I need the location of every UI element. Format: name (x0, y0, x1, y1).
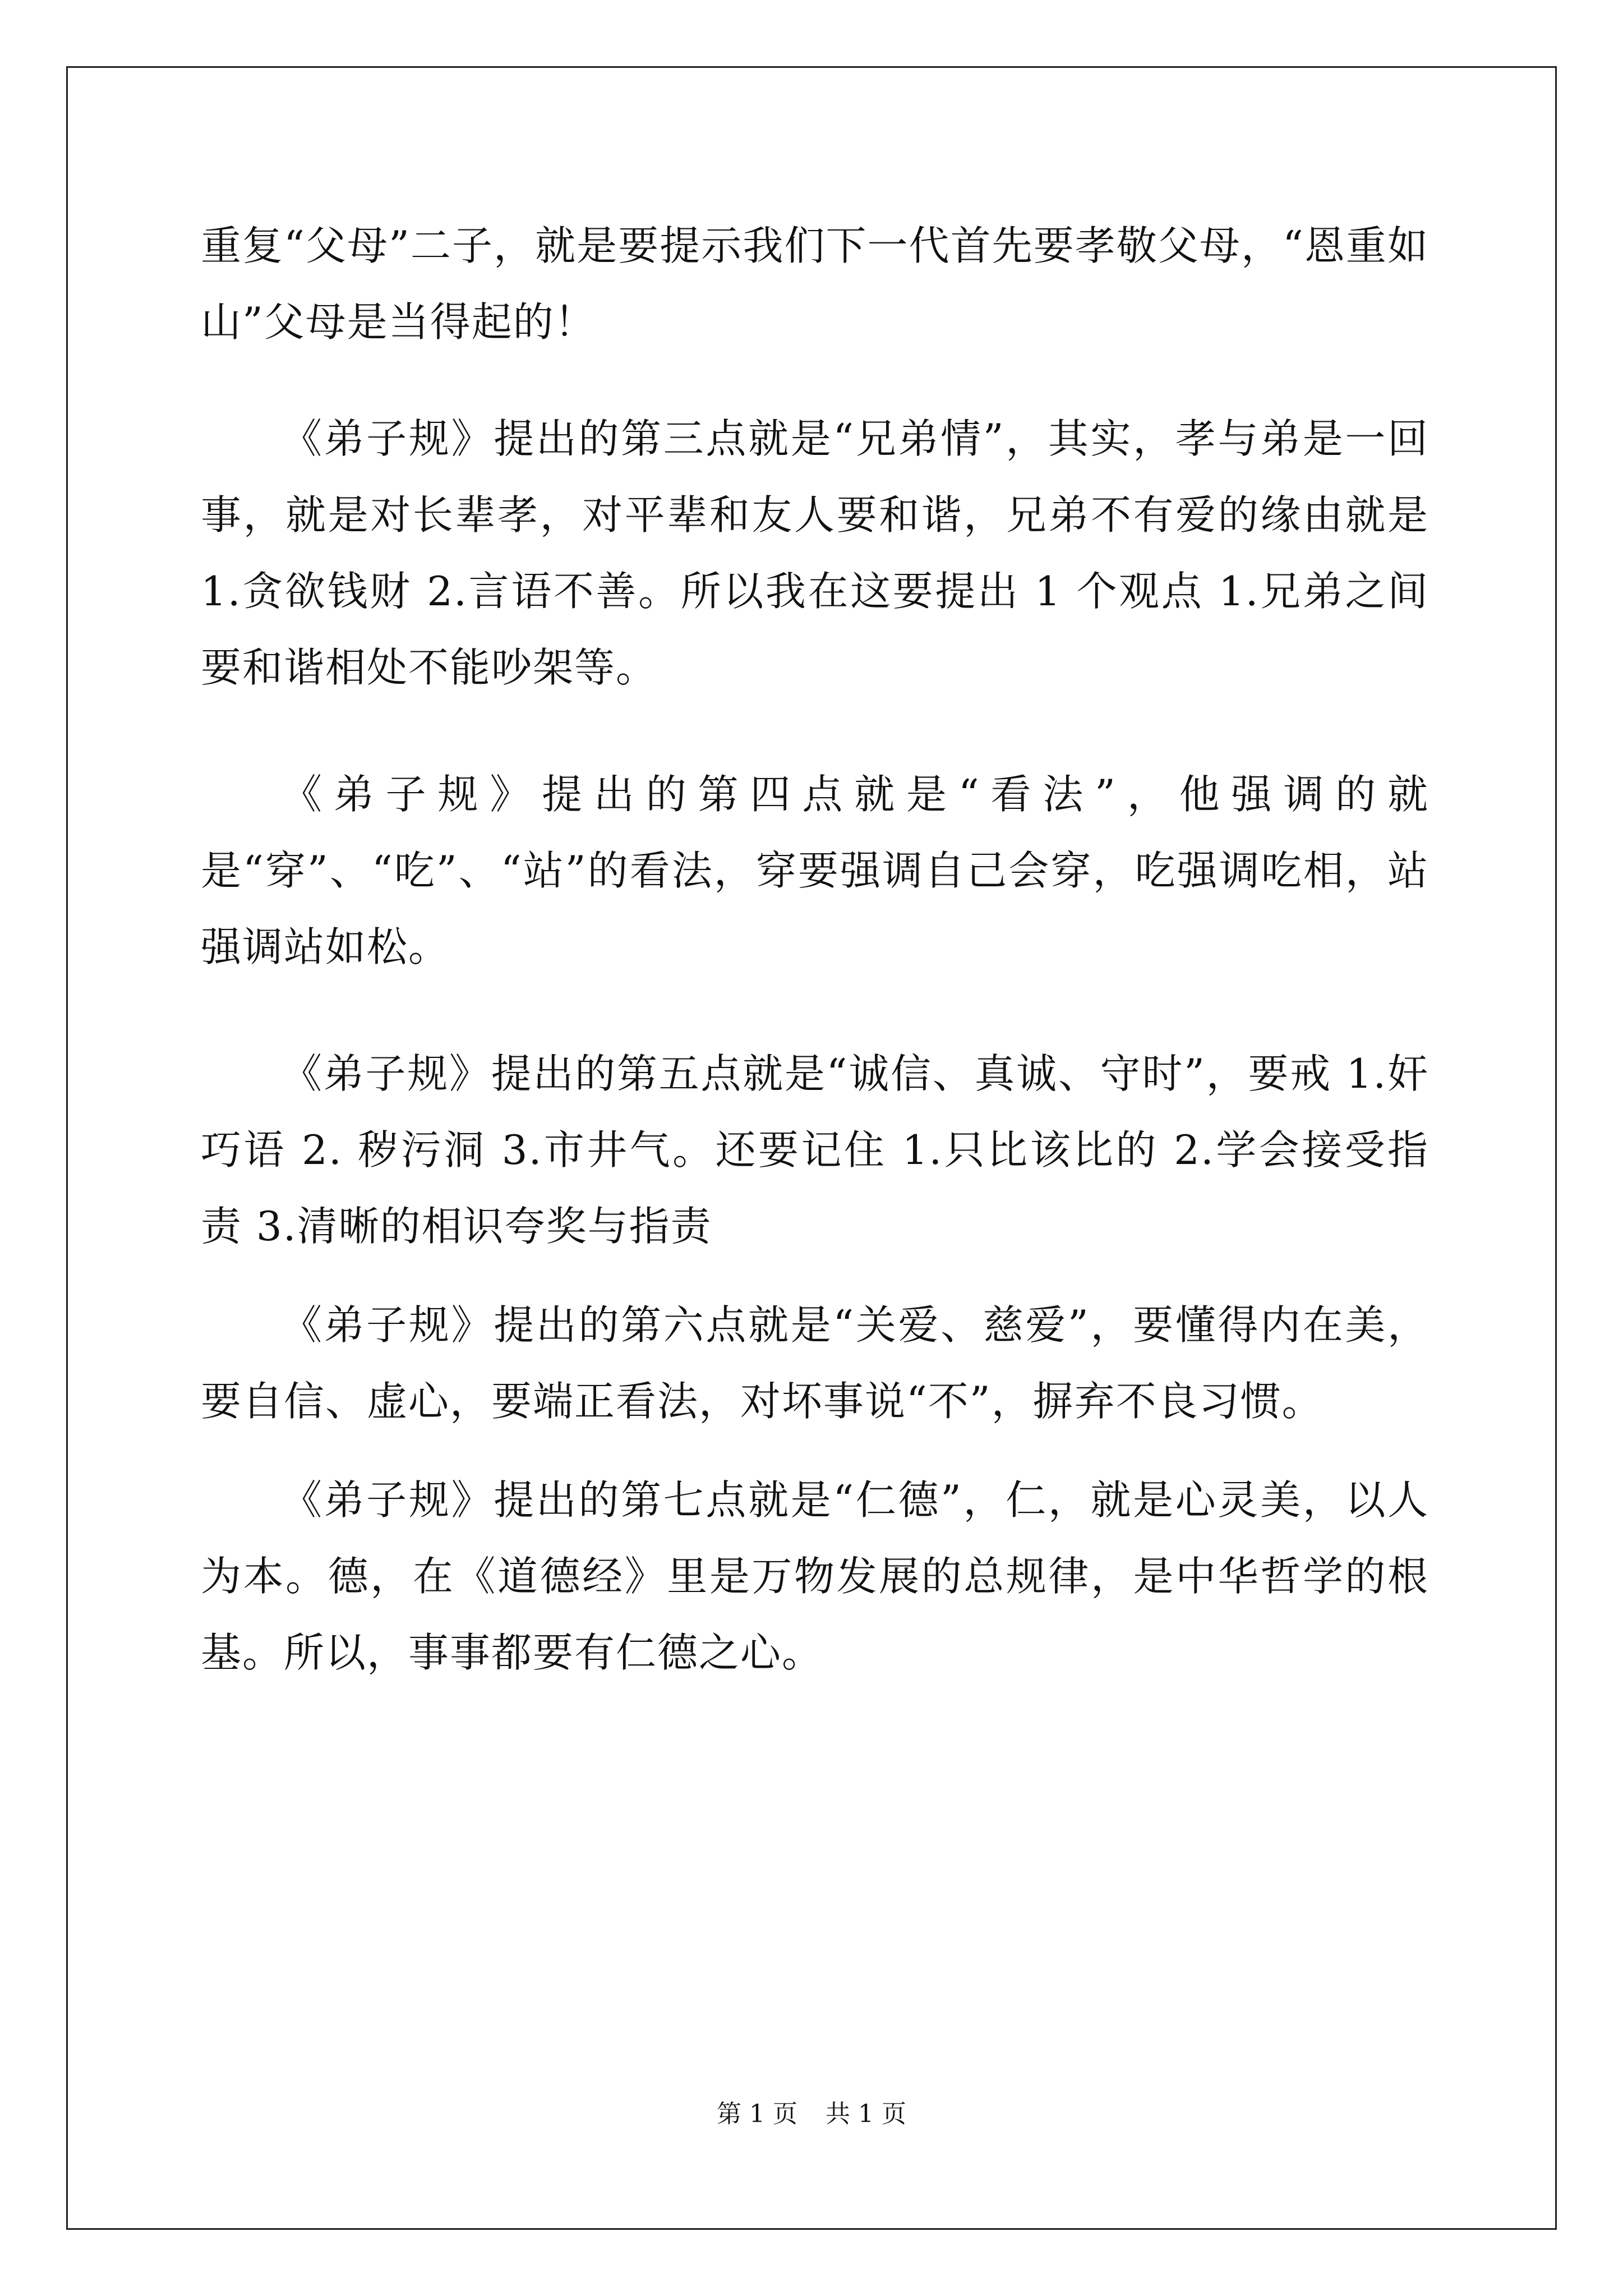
paragraph-6: 《弟子规》提出的第七点就是“仁德”，仁，就是心灵美，以人为本。德，在《道德经》里是万物发展的总规律，是中华哲学的根基。所以，事事都要有仁德之心。 (201, 1476, 1429, 1676)
paragraph-4: 《弟子规》提出的第五点就是“诚信、真诚、守时”，要戒 1.奸巧语 2. 秽污洞 3.市井气。还要记住 1.只比该比的 2.学会接受指责 3.清晰的相识夸奖与指责 (201, 1050, 1429, 1250)
paragraph-1: 重复“父母”二子，就是要提示我们下一代首先要孝敬父母，“恩重如山”父母是当得起的！ (201, 222, 1429, 346)
paragraph-5: 《弟子规》提出的第六点就是“关爱、慈爱”，要懂得内在美，要自信、虚心，要端正看法，对坏事说“不”，摒弃不良习惯。 (201, 1301, 1429, 1425)
page-number: 第 1 页 (717, 2100, 797, 2128)
page-footer (0, 2093, 1623, 2129)
document-body (201, 208, 1429, 1691)
paragraph-2: 《弟子规》提出的第三点就是“兄弟情”，其实，孝与弟是一回事，就是对长辈孝，对平辈和友人要和谐，兄弟不有爱的缘由就是 1.贪欲钱财 2.言语不善。所以我在这要提出 1 个观点 1.兄弟之间要和谐相处不能吵架等。 (201, 415, 1429, 691)
page-total: 共 1 页 (826, 2100, 906, 2128)
paragraph-3: 《弟子规》提出的第四点就是“看法”，他强调的就是“穿”、“吃”、“站”的看法，穿要强调自己会穿，吃强调吃相，站强调站如松。 (201, 771, 1429, 970)
